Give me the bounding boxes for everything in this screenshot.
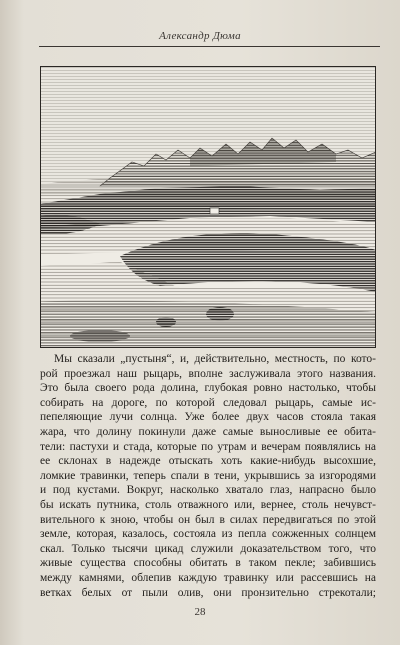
text-line: рой проезжал наш рыцарь, вполне заслуживала этого названия. <box>40 367 376 380</box>
distant-house <box>210 208 219 214</box>
engraving-svg <box>40 66 376 348</box>
text-line: жара, что долину покинули даже самые выносливые ее обита- <box>40 425 376 438</box>
text-line: скал. Только тысячи цикад служили доказательством того, что <box>40 542 376 555</box>
text-line: Мы сказали „пустыня“, и, действительно, местность, по кото- <box>54 353 376 365</box>
shrub <box>206 307 234 321</box>
text-line: земле, которая, казалось, состояла из пепла сожженных солнцем <box>40 528 376 541</box>
text-line: собирать на дороге, по которой следовал рыцарь, самые ис- <box>40 396 376 409</box>
running-head: Александр Дюма <box>159 30 241 42</box>
header-rule <box>39 46 380 47</box>
page-number: 28 <box>194 606 206 618</box>
landscape-engraving <box>40 66 376 348</box>
body-text <box>40 352 376 600</box>
text-line: и под кустами. Вокруг, насколько хватало глаз, напрасно было <box>40 484 376 497</box>
text-line: бы искать путника, столь отважного или, вернее, столь нечувст- <box>40 498 376 511</box>
text-line: ломкие травинки, теперь спали в тени, укрывшись за изгородями <box>40 469 376 482</box>
text-line: ветках белых от пыли олив, они пронзительно стрекотали; <box>40 586 376 599</box>
text-line: между камнями, облепив каждую травинку или рассевшись на <box>40 571 376 584</box>
text-line: тели: пастухи и стада, которые по утрам и вечерам появлялись на <box>40 440 376 453</box>
text-line: вительного к зною, чтобы он был в силах передвигаться по этой <box>40 513 376 526</box>
text-line: пепеляющие лучи солнца. Уже более двух часов стояла такая <box>40 411 376 424</box>
text-line: Это была своего рода долина, глубокая ровно настолько, чтобы <box>40 382 376 395</box>
text-line: ее склонах в надежде отыскать хоть какие-нибудь высохшие, <box>40 455 376 468</box>
text-line: живые существа способны обитать в таком пекле; забившись <box>40 557 376 570</box>
